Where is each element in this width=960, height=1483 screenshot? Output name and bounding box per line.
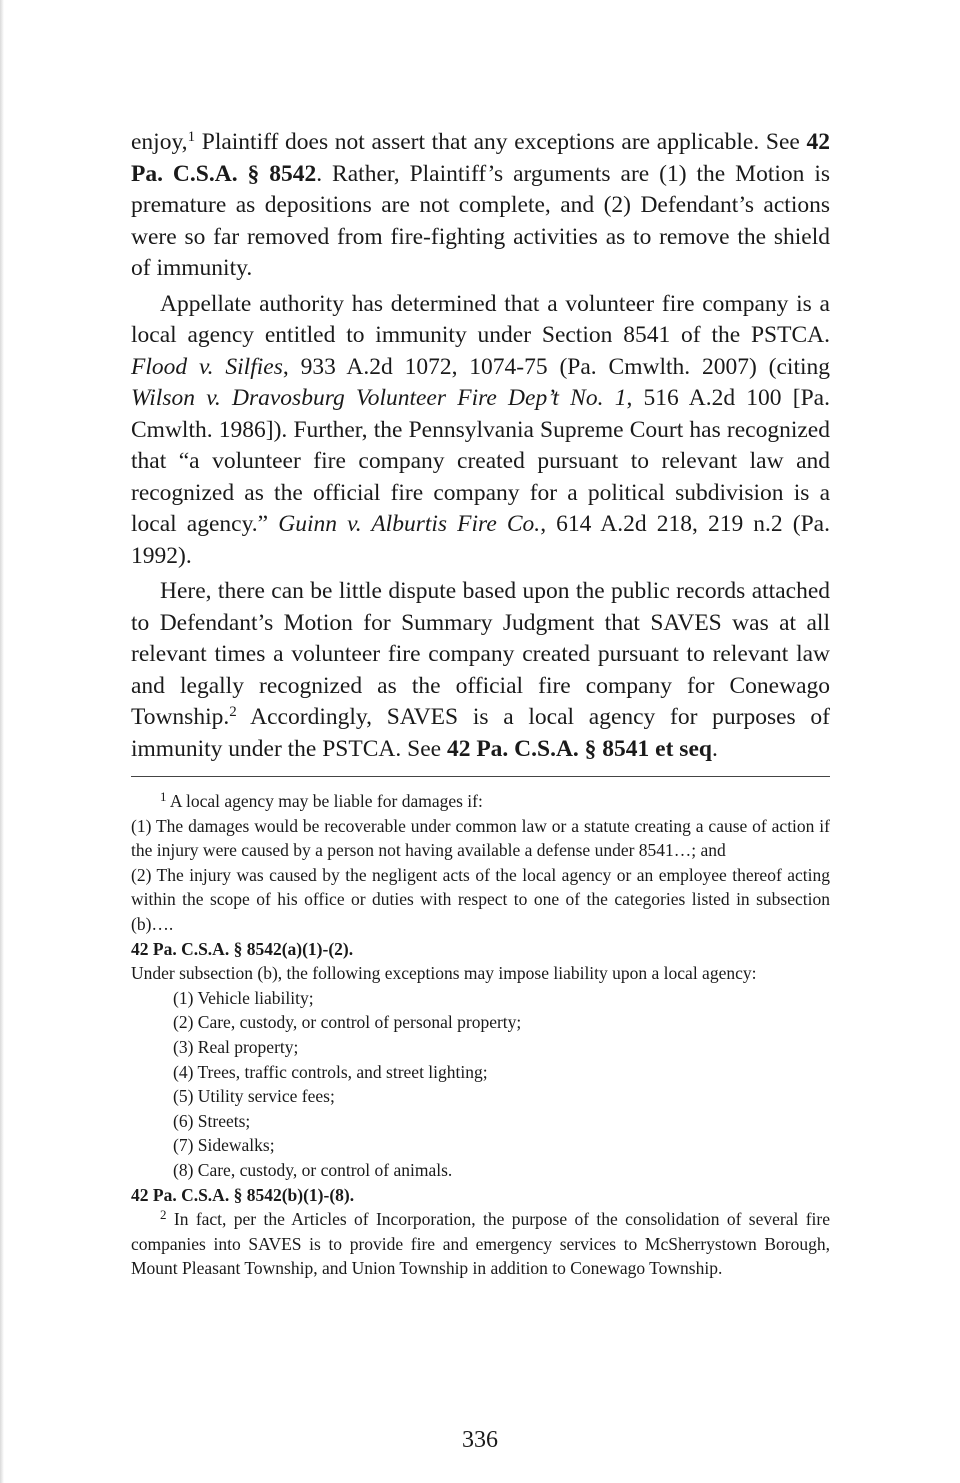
list-item: (4) Trees, traffic controls, and street lighting; [173, 1061, 488, 1082]
footnote-1-subsection-intro: Under subsection (b), the following exceptions may impose liability upon a local agency: [131, 963, 757, 984]
footnote-ref-1: 1 [187, 129, 196, 145]
list-item: (7) Sidewalks; [173, 1135, 275, 1156]
page-edge-shadow [0, 0, 4, 1483]
footnote-text: A local agency may be liable for damages if: [166, 791, 483, 811]
footnote-1-item-2: (2) The injury was caused by the negligent acts of the local agency or an employee thereof acting within the scope of his office or duties with respect to one of the categories listed in subsection (b)…. [131, 864, 830, 934]
statute-citation: 42 Pa. C.S.A. § 8542 [131, 129, 830, 187]
case-name-guinn: Guinn v. Alburtis Fire Co. [278, 511, 541, 537]
footnotes [131, 789, 830, 1281]
statute-citation: 42 Pa. C.S.A. § 8541 et seq [446, 735, 712, 762]
p2-text-2: , 933 A.2d 1072, 1074-75 (Pa. Cmwlth. 2007) (citing [282, 353, 830, 380]
list-item: (8) Care, custody, or control of animals. [173, 1159, 453, 1180]
footnote-text: In fact, per the Articles of Incorporation, the purpose of the consolidation of several fire companies into SAVES is to provide fire and emergency services to McSherrystown Borough, Mount Pleasant Township, and Union Township in addition to Conewago Township. [131, 1209, 830, 1279]
p1-text-2: Plaintiff does not assert that any exceptions are applicable. See [195, 129, 807, 155]
footnote-1-citation-1 [131, 937, 830, 962]
list-item: (1) Vehicle liability; [173, 987, 314, 1008]
footnote-2 [131, 1207, 830, 1281]
case-name-wilson: Wilson v. Dravosburg Volunteer Fire Dep’t No. 1 [131, 385, 627, 411]
case-name-flood: Flood v. Silfies [131, 353, 283, 380]
p2-text-4: , 614 A.2d 218, 219 n.2 (Pa. 1992). [131, 511, 830, 569]
page-number: 336 [462, 1427, 498, 1453]
list-item: (3) Real property; [173, 1036, 299, 1057]
footnote-1-intro [131, 789, 830, 814]
p3-text-3: . [711, 735, 718, 762]
exceptions-list [131, 986, 830, 1183]
list-item: (6) Streets; [173, 1110, 251, 1131]
footnote-1-citation-2 [131, 1183, 830, 1208]
footnote-1-item-1: (1) The damages would be recoverable under common law or a statute creating a cause of action if the injury were caused by a person not having available a defense under 8541…; and [131, 815, 830, 861]
footnote-number: 2 [160, 1207, 167, 1223]
paragraph-1 [131, 127, 830, 285]
list-item: (5) Utility service fees; [173, 1086, 335, 1107]
p2-text-3: , 516 A.2d 100 [Pa. Cmwlth. 1986]). Further, the Pennsylvania Supreme Court has recognized that “a volunteer fire company created pursuant to relevant law and recognized as the official fire company for a political subdivision is a local agency.” [131, 385, 830, 537]
paragraph-2 [131, 289, 830, 573]
p3-text-1: Here, there can be little dispute based upon the public records attached to Defendant’s Motion for Summary Judgment that SAVES was at all relevant times a volunteer fire company created pursuant to relevant law and legally recognized as the official fire company for Conewago Township. [131, 578, 830, 730]
p3-text-2: Accordingly, SAVES is a local agency for purposes of immunity under the PSTCA. See [131, 704, 830, 762]
p2-text-1: Appellate authority has determined that a volunteer fire company is a local agency entitled to immunity under Section 8541 of the PSTCA. [131, 290, 830, 348]
paragraph-3 [131, 576, 830, 765]
p1-text-1: enjoy, [131, 129, 188, 155]
body-text [131, 127, 830, 765]
statute-citation: 42 Pa. C.S.A. § 8542(a)(1)-(2). [131, 938, 354, 959]
list-item: (2) Care, custody, or control of personal property; [173, 1012, 522, 1033]
statute-citation: 42 Pa. C.S.A. § 8542(b)(1)-(8). [131, 1184, 355, 1205]
footnote-number: 1 [160, 789, 167, 804]
footnote-divider [131, 776, 830, 777]
p1-text-3: . Rather, Plaintiff’s arguments are (1) the Motion is premature as depositions are not complete, and (2) Defendant’s actions were so far removed from fire-fighting activities as to remove the shield of immunity. [131, 160, 831, 281]
footnote-ref-2: 2 [229, 704, 237, 720]
